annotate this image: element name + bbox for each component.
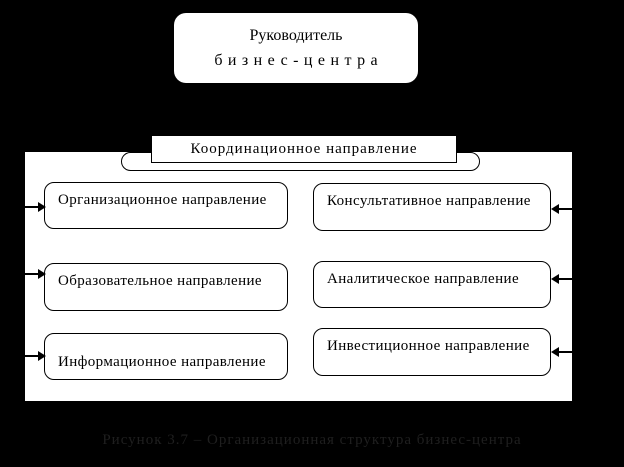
director-box-line2: бизнес-центра (214, 52, 384, 69)
arrow-head (38, 202, 46, 212)
arrow-shaft (558, 278, 572, 280)
arrow-shaft (558, 351, 572, 353)
arrow-shaft (558, 208, 572, 210)
arrow-right-icon (25, 202, 46, 212)
arrow-left-icon (551, 274, 572, 284)
arrow-head (551, 274, 559, 284)
analytical-direction-label: Аналитическое направление (327, 271, 520, 287)
coordination-direction-label: Координационное направление (190, 140, 418, 157)
arrow-shaft (25, 355, 39, 357)
arrow-head (38, 351, 46, 361)
arrow-head (551, 204, 559, 214)
organizational-direction-label: Организационное направление (58, 192, 267, 208)
coordination-direction-box (151, 135, 457, 163)
consultative-direction-label: Консультативное направление (327, 193, 531, 209)
arrow-left-icon (551, 347, 572, 357)
director-box-line1: Руководитель (249, 27, 343, 44)
arrow-head (551, 347, 559, 357)
educational-direction-label: Образовательное направление (58, 273, 262, 289)
informational-direction-box (44, 333, 288, 380)
educational-direction-box (44, 263, 288, 311)
arrow-right-icon (25, 269, 46, 279)
organizational-direction-box (44, 182, 288, 229)
arrow-head (38, 269, 46, 279)
investment-direction-label: Инвестиционное направление (327, 338, 530, 354)
figure-caption: Рисунок 3.7 – Организационная структура бизнес-центра (102, 432, 522, 448)
arrow-right-icon (25, 351, 46, 361)
arrow-left-icon (551, 204, 572, 214)
analytical-direction-box (313, 261, 551, 308)
arrow-shaft (25, 206, 39, 208)
consultative-direction-box (313, 183, 551, 231)
informational-direction-label: Информационное направление (58, 354, 266, 370)
investment-direction-box (313, 328, 551, 376)
arrow-shaft (25, 273, 39, 275)
director-box (174, 13, 418, 83)
